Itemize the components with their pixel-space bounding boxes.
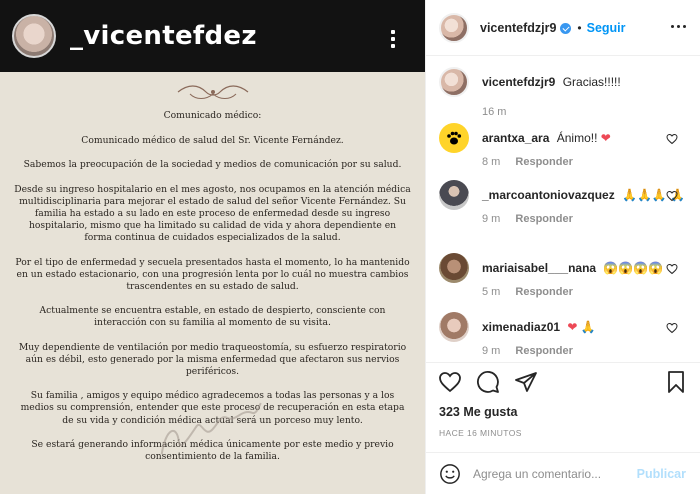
avatar[interactable] (439, 312, 469, 342)
statement-paragraph: Desde su ingreso hospitalario en el mes agosto, nos ocupamos en la atención médica multidisciplinaria para mejorar el estado de salud del señor Vicente Fernández. Su familia ha estado a su lado en este proceso de enfermedad desde su ingreso hospitalario, mismo que ha limitado su calidad de vida y ahora dependiente en forma continua de cuidados especializados de la salud. (14, 183, 411, 244)
statement-paragraph: Actualmente se encuentra estable, en estado de despierto, consciente con interacción con su familia al momento de su visita. (39, 305, 386, 329)
reply-button[interactable]: Responder (515, 286, 573, 298)
post-sidebar (425, 0, 700, 494)
statement-paragraph: Se estará generando información médica únicamente por este medio y previo consentimiento de la familia. (31, 438, 394, 463)
separator-dot: • (577, 20, 582, 35)
comments-list (426, 57, 700, 357)
comment-time[interactable]: 8 m (482, 156, 501, 168)
ornament-icon (176, 82, 250, 102)
post-header (426, 0, 700, 56)
reply-button[interactable]: Responder (515, 213, 573, 225)
comment-username[interactable]: vicentefdzjr9 (482, 75, 556, 89)
statement-paragraph: Comunicado médico de salud del Sr. Vicente Fernández. (81, 135, 344, 147)
like-comment-heart-icon[interactable] (666, 190, 678, 202)
image-header-bar (0, 0, 425, 72)
comment-username[interactable]: mariaisabel___nana (482, 261, 597, 275)
comment-username[interactable]: _marcoantoniovazquez (482, 188, 615, 202)
statement-paragraph: Sabemos la preocupación de la sociedad y medios de comunicación por su salud. (23, 159, 402, 171)
likes-count[interactable]: 323 Me gusta (439, 405, 518, 419)
follow-button[interactable]: Seguir (586, 20, 626, 35)
comment-body (482, 253, 690, 300)
avatar[interactable] (439, 13, 469, 43)
divider (426, 362, 700, 363)
avatar[interactable] (439, 67, 469, 97)
list-item (439, 312, 690, 357)
owner-username[interactable]: vicentefdzjr9 (480, 20, 557, 35)
emoji-icon[interactable] (439, 463, 461, 485)
statement-paragraph: Por el tipo de enfermedad y secuela presentados hasta el momento, lo ha mantenido en un estado estacionario, con una progresión lenta por lo cuál no muestra cambios trascendentes en su estado de salud. (15, 256, 410, 293)
list-item (439, 180, 690, 227)
statement-paragraph: Su familia , amigos y equipo médico agradecemos a todas las personas y a los medios su comprensión, entender que este proceso de recuperación en esta etapa de su vida y condición médica actual será un porceso muy lento. (20, 390, 405, 426)
comment-body (482, 123, 690, 170)
comment-text: Gracias!!!!! (562, 75, 621, 89)
comment-username[interactable]: arantxa_ara (482, 131, 550, 145)
list-item (439, 123, 690, 170)
paw-icon (445, 129, 463, 147)
share-icon[interactable] (514, 370, 538, 394)
more-icon[interactable] (671, 25, 686, 28)
statement-text (14, 110, 411, 475)
heart-icon[interactable] (438, 370, 462, 394)
comment-body (482, 180, 692, 227)
comment-emoji: 😱😱😱😱 (603, 261, 664, 275)
like-comment-heart-icon[interactable] (666, 322, 678, 334)
comment-body (482, 67, 690, 120)
add-comment-bar (426, 452, 700, 494)
comment-time[interactable]: 9 m (482, 213, 501, 225)
post-timestamp[interactable]: HACE 16 MINUTOS (439, 428, 522, 438)
comment-time[interactable]: 9 m (482, 345, 501, 357)
comment-time[interactable]: 16 m (482, 106, 507, 118)
comment-time[interactable]: 5 m (482, 286, 501, 298)
comment-emoji: 🙏🙏🙏 🙏 (622, 188, 686, 202)
reply-button[interactable]: Responder (515, 156, 573, 168)
image-avatar (12, 14, 56, 58)
list-item (439, 253, 690, 300)
like-comment-heart-icon[interactable] (666, 133, 678, 145)
statement-title: Comunicado médico: (163, 110, 262, 121)
reply-button[interactable]: Responder (515, 345, 573, 357)
verified-icon (560, 23, 571, 34)
comment-body (482, 312, 690, 357)
avatar[interactable] (439, 123, 469, 153)
image-username: _vicentefdez (70, 21, 257, 51)
comment-emoji: ❤ (600, 131, 611, 145)
comment-emoji: ❤ 🙏 (567, 320, 596, 334)
comment-username[interactable]: ximenadiaz01 (482, 320, 561, 334)
like-comment-heart-icon[interactable] (666, 263, 678, 275)
caption (439, 67, 690, 120)
avatar[interactable] (439, 253, 469, 283)
comment-icon[interactable] (476, 370, 500, 394)
comment-text: Ánimo!! (556, 131, 598, 145)
publish-button[interactable]: Publicar (636, 466, 686, 481)
image-more-icon (391, 30, 395, 48)
avatar[interactable] (439, 180, 469, 210)
comment-input[interactable] (473, 467, 637, 481)
action-bar (438, 369, 688, 395)
statement-paragraph: Muy dependiente de ventilación por medio traqueostomía, su esfuerzo respiratorio aún es débil, esto generado por la misma enfermedad que afectaron sus nervios periféricos. (18, 341, 407, 378)
statement-paper (0, 72, 425, 494)
save-icon[interactable] (664, 370, 688, 394)
